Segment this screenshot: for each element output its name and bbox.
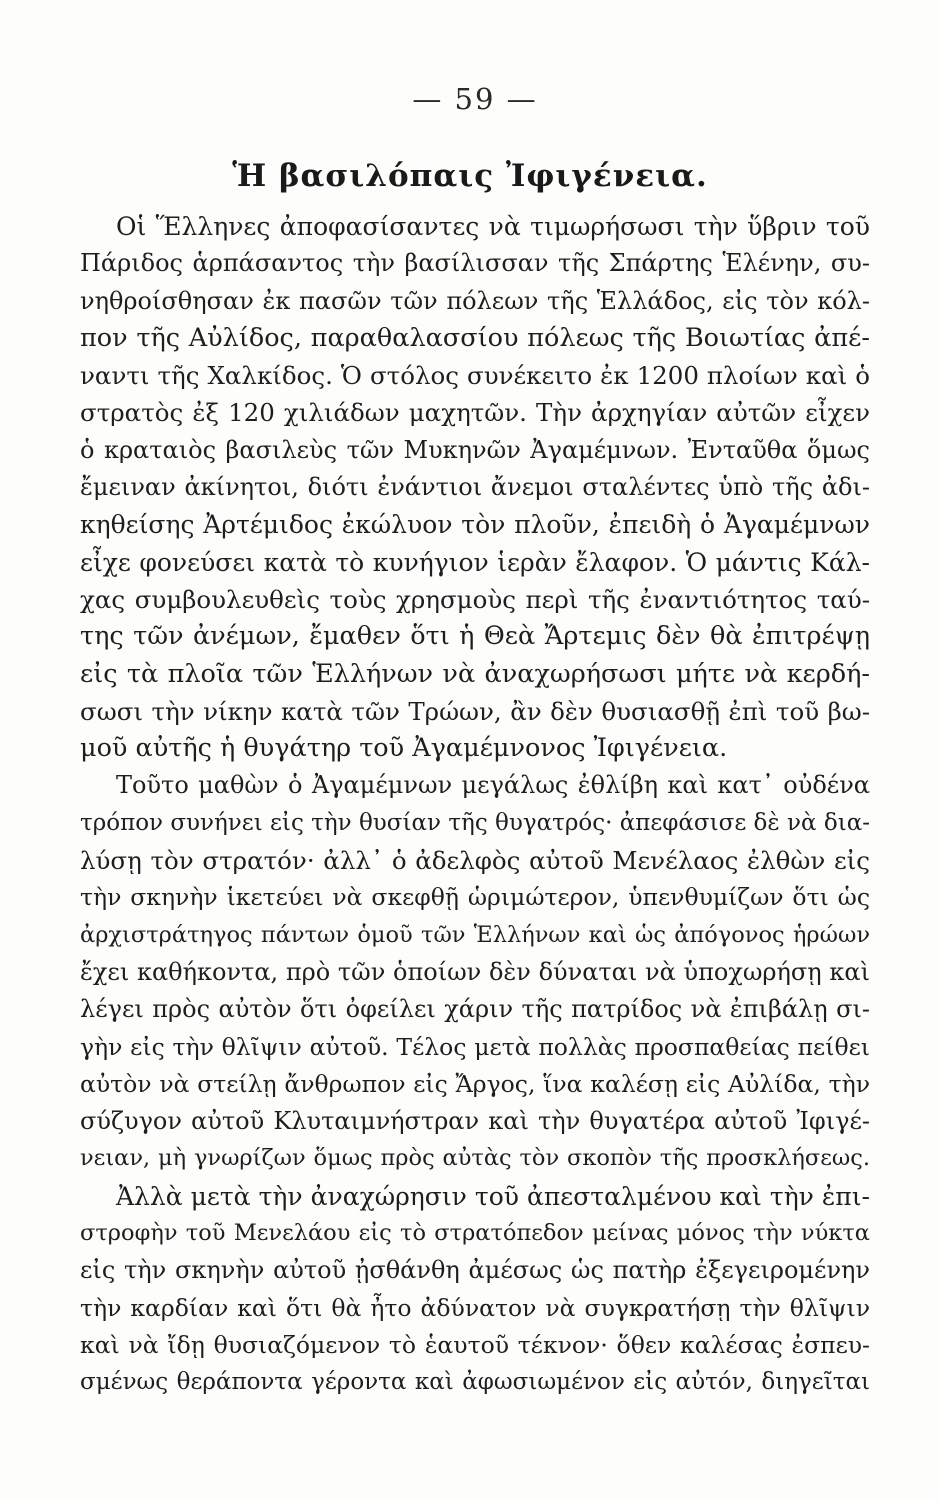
text-line: χας συμβουλευθεὶς τοὺς χρησμοὺς περὶ τῆς ἐναντιότητος ταύ- [80,584,870,614]
text-line: τὴν σκηνὴν ἱκετεύει νὰ σκεφθῇ ὡριμώτερον, ὑπενθυμίζων ὅτι ὡς [80,883,870,912]
text-line: Οἱ Ἕλληνες ἀποφασίσαντες νὰ τιμωρήσωσι τὴν ὕβριν τοῦ [116,212,870,241]
text-line: ναντι τῆς Χαλκίδος. Ὁ στόλος συνέκειτο ἐκ 1200 πλοίων καὶ ὁ [80,361,870,391]
text-line: ὁ κραταιὸς βασιλεὺς τῶν Μυκηνῶν Ἀγαμέμνων. Ἐνταῦθα ὅμως [80,435,870,464]
text-line: ἔμειναν ἀκίνητοι, διότι ἐνάντιοι ἄνεμοι σταλέντες ὑπὸ τῆς ἀδι- [80,473,870,502]
text-line: εἶχε φονεύσει κατὰ τὸ κυνήγιον ἱερὰν ἔλαφον. Ὁ μάντις Κάλ- [80,547,870,577]
text-line: τρόπον συνήνει εἰς τὴν θυσίαν τῆς θυγατρός· ἀπεφάσισε δὲ νὰ δια- [80,809,871,836]
text-line: νειαν, μὴ γνωρίζων ὅμως πρὸς αὐτὰς τὸν σκοπὸν τῆς προσκλήσεως. [80,1145,870,1172]
text-line: ἔχει καθήκοντα, πρὸ τῶν ὁποίων δὲν δύναται νὰ ὑποχωρήσῃ καὶ [80,957,870,986]
chapter-title: Ἡ βασιλόπαις Ἰφιγένεια. [232,158,708,194]
text-line: γὴν εἰς τὴν θλῖψιν αὐτοῦ. Τέλος μετὰ πολλὰς προσπαθείας πείθει [80,1032,870,1061]
text-line: ἀρχιστράτηγος πάντων ὁμοῦ τῶν Ἑλλήνων καὶ ὡς ἀπόγονος ἡρώων [80,921,870,948]
text-line: πον τῆς Αὐλίδος, παραθαλασσίου πόλεως τῆς Βοιωτίας ἀπέ- [80,322,870,353]
text-line: μοῦ αὐτῆς ἡ θυγάτηρ τοῦ Ἀγαμέμνονος Ἰφιγένεια. [80,733,728,764]
text-line: εἰς τὴν σκηνὴν αὐτοῦ ᾐσθάνθη ἀμέσως ὡς πατὴρ ἐξεγειρομένην [80,1256,870,1285]
text-line: αὐτὸν νὰ στείλῃ ἄνθρωπον εἰς Ἄργος, ἵνα καλέσῃ εἰς Αὐλίδα, τὴν [80,1069,870,1098]
page-number: — 59 — [412,82,538,116]
body-text [80,208,870,1402]
text-line: λύσῃ τὸν στρατόν· ἀλλ᾽ ὁ ἀδελφὸς αὐτοῦ Μενέλαος ἐλθὼν εἰς [80,846,870,876]
text-line: στρατὸς ἐξ 120 χιλιάδων μαχητῶν. Τὴν ἀρχηγίαν αὐτῶν εἶχεν [80,398,870,428]
text-line: σύζυγον αὐτοῦ Κλυταιμνήστραν καὶ τὴν θυγατέρα αὐτοῦ Ἰφιγέ- [80,1107,870,1136]
text-line: κηθείσης Ἀρτέμιδος ἐκώλυον τὸν πλοῦν, ἐπειδὴ ὁ Ἀγαμέμνων [80,510,870,540]
text-line: Ἀλλὰ μετὰ τὴν ἀναχώρησιν τοῦ ἀπεσταλμένου καὶ τὴν ἐπι- [116,1181,870,1211]
text-line: Τοῦτο μαθὼν ὁ Ἀγαμέμνων μεγάλως ἐθλίβη καὶ κατ᾽ οὐδένα [116,771,870,800]
text-line: καὶ νὰ ἴδῃ θυσιαζόμενον τὸ ἑαυτοῦ τέκνον· ὅθεν καλέσας ἐσπευ- [80,1330,870,1359]
text-line: νηθροίσθησαν ἐκ πασῶν τῶν πόλεων τῆς Ἑλλάδος, εἰς τὸν κόλ- [80,286,870,315]
text-line: σμένως θεράποντα γέροντα καὶ ἀφωσιωμένον εἰς αὐτόν, διηγεῖται [80,1369,870,1396]
text-line: τὴν καρδίαν καὶ ὅτι θὰ ἦτο ἀδύνατον νὰ συγκρατήσῃ τὴν θλῖψιν [80,1293,870,1322]
text-line: εἰς τὰ πλοῖα τῶν Ἑλλήνων νὰ ἀναχωρήσωσι μήτε νὰ κερδή- [80,658,870,689]
text-line: της τῶν ἀνέμων, ἔμαθεν ὅτι ἡ Θεὰ Ἄρτεμις δὲν θὰ ἐπιτρέψῃ [80,621,870,652]
text-line: Πάριδος ἁρπάσαντος τὴν βασίλισσαν τῆς Σπάρτης Ἑλένην, συ- [80,249,870,278]
text-line: σωσι τὴν νίκην κατὰ τῶν Τρώων, ἂν δὲν θυσιασθῇ ἐπὶ τοῦ βω- [80,696,870,726]
text-line: στροφὴν τοῦ Μενελάου εἰς τὸ στρατόπεδον μείνας μόνος τὴν νύκτα [80,1220,870,1247]
text-line: λέγει πρὸς αὐτὸν ὅτι ὀφείλει χάριν τῆς πατρίδος νὰ ἐπιβάλῃ σι- [80,995,870,1024]
